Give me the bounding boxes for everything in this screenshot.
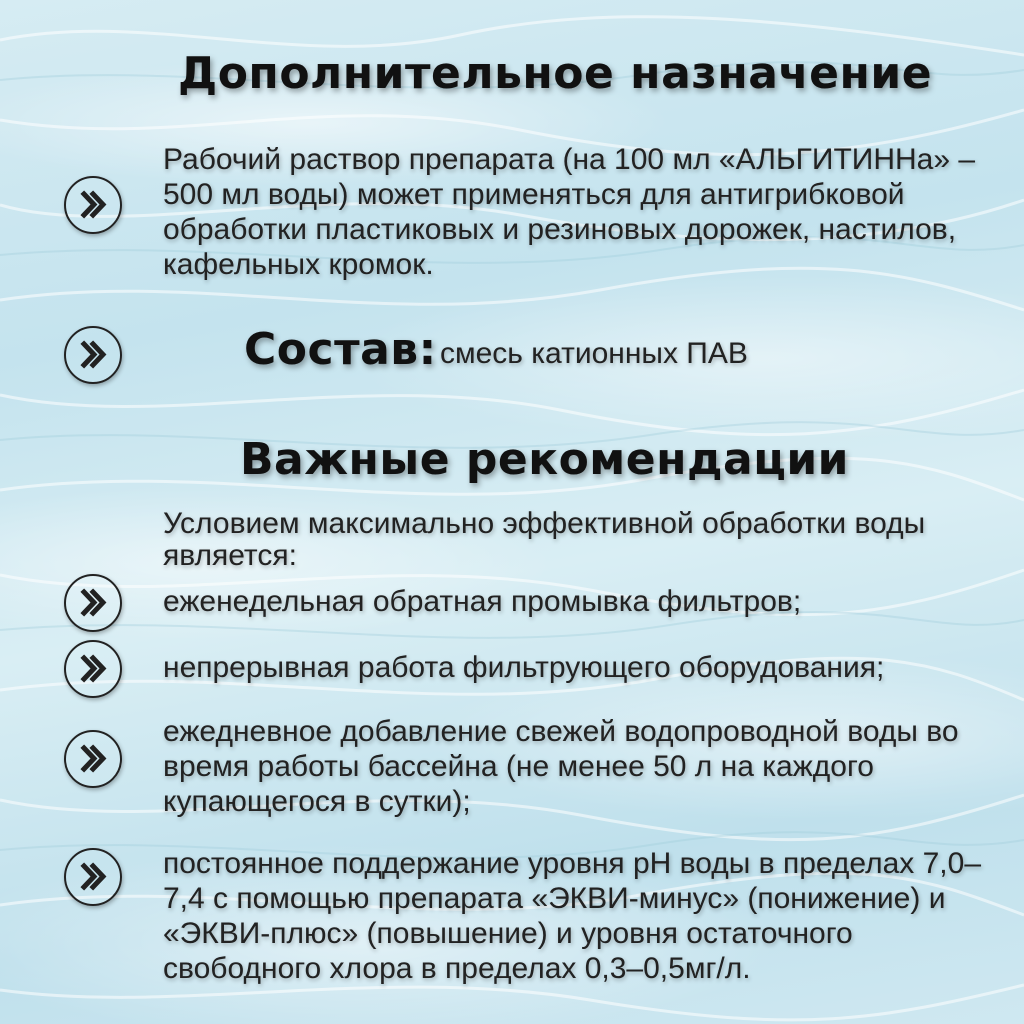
composition-label: Состав:: [244, 324, 437, 375]
recommendation-item: ежедневное добавление свежей водопроводной воды во время работы бассейна (не менее 50 л на каждого купающегося в сутки);: [163, 715, 959, 818]
recommendations-intro: Условием максимально эффективной обработки воды является:: [163, 507, 926, 572]
double-chevron-right-icon: [64, 730, 122, 788]
double-chevron-right-icon: [64, 574, 122, 632]
double-chevron-right-icon: [64, 176, 122, 234]
recommendation-item: непрерывная работа фильтрующего оборудования;: [163, 651, 885, 684]
heading-important-recommendations: Важные рекомендации: [240, 434, 849, 485]
double-chevron-right-icon: [64, 848, 122, 906]
heading-additional-purpose: Дополнительное назначение: [178, 48, 933, 99]
composition-value: смесь катионных ПАВ: [440, 337, 748, 370]
recommendation-item: постоянное поддержание уровня рН воды в пределах 7,0–7,4 с помощью препарата «ЭКВИ-минус» (понижение) и «ЭКВИ-плюс» (повышение) и уровня остаточного свободного хлора в пределах 0,3–0,5мг/л.: [163, 847, 982, 985]
double-chevron-right-icon: [64, 326, 122, 384]
double-chevron-right-icon: [64, 640, 122, 698]
recommendation-item: еженедельная обратная промывка фильтров;: [163, 585, 802, 618]
additional-purpose-text: Рабочий раствор препарата (на 100 мл «АЛЬГИТИННа» – 500 мл воды) может применяться для антигрибковой обработки пластиковых и резиновых дорожек, настилов, кафельных кромок.: [163, 143, 976, 281]
